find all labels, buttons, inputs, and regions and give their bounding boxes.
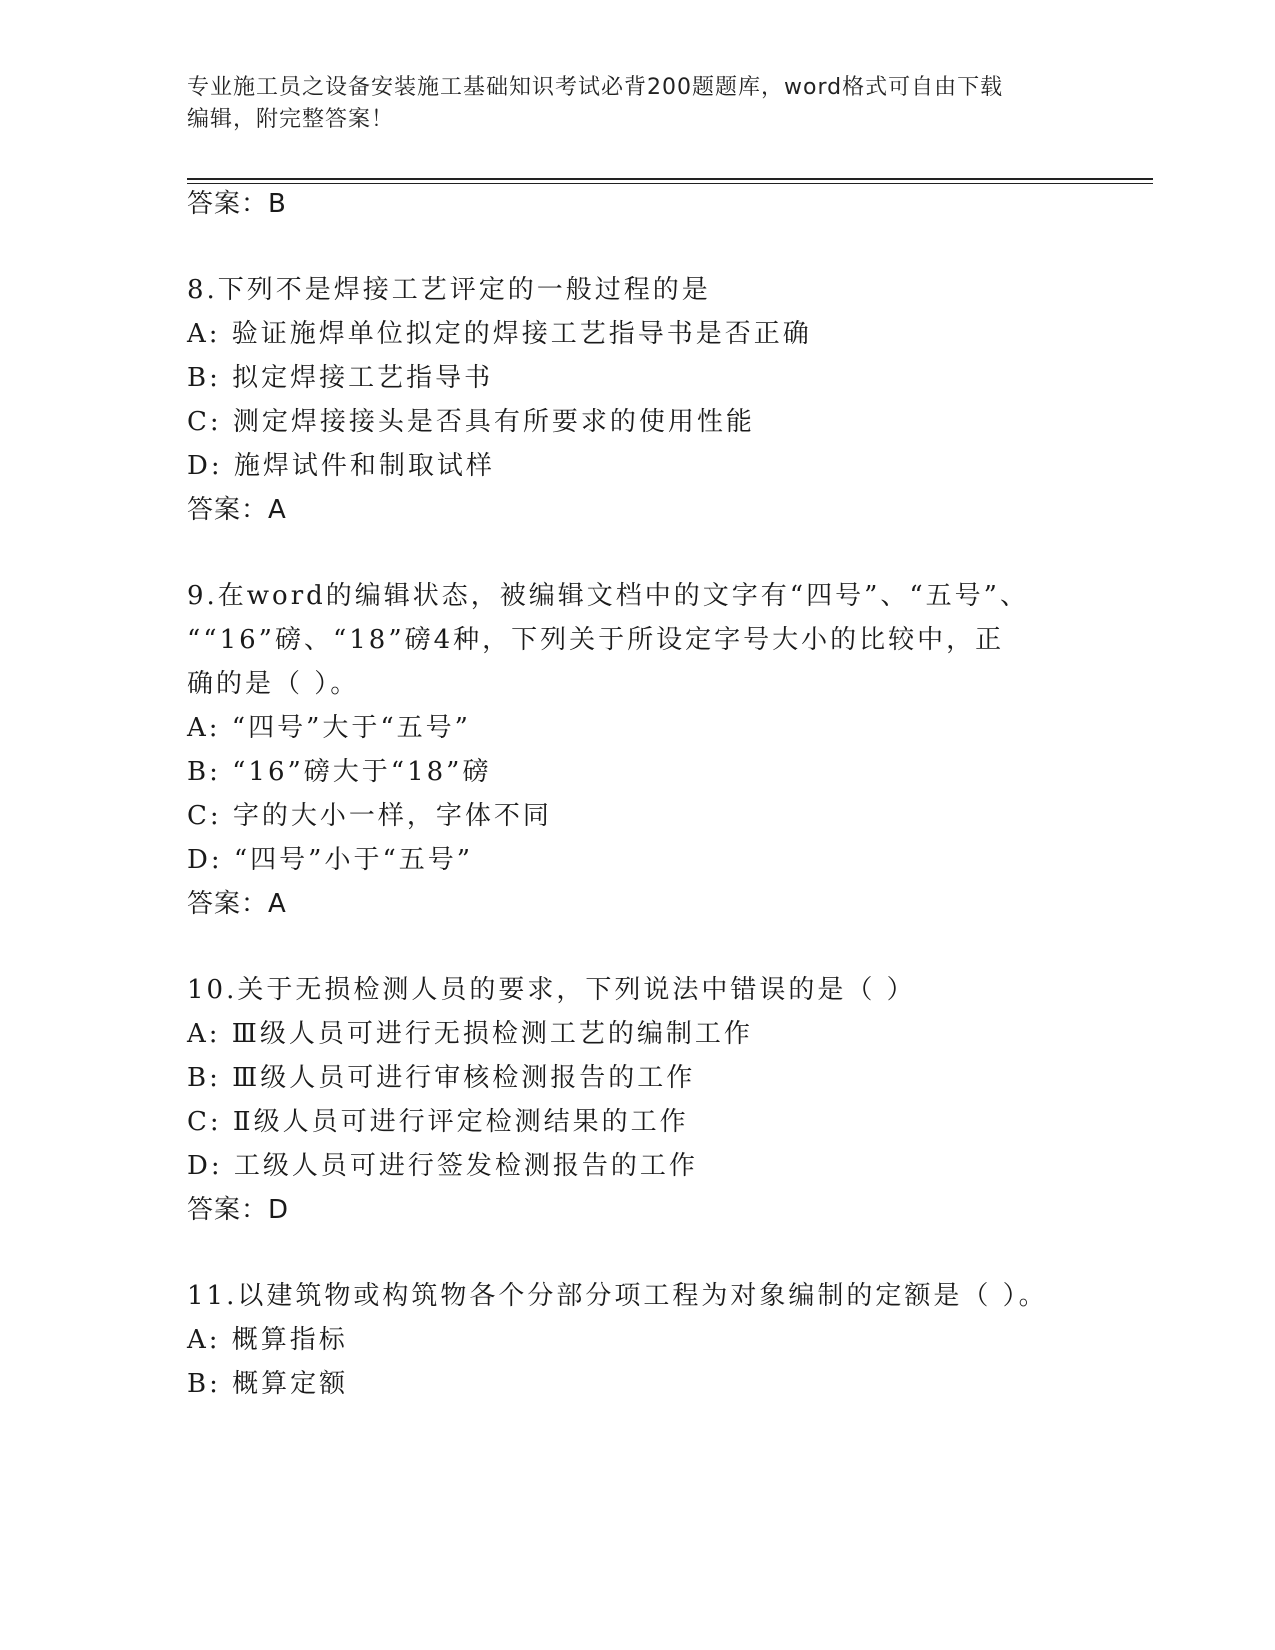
q9-answer: 答案：A xyxy=(187,889,287,919)
header-line-2: 编辑，附完整答案！ xyxy=(187,107,395,132)
q9-option-b: B: “16”磅大于“18”磅 xyxy=(187,757,492,787)
q9-option-d: D: “四号”小于“五号” xyxy=(187,845,474,875)
q10-option-d: D: 工级人员可进行签发检测报告的工作 xyxy=(187,1151,698,1181)
q9-option-a: A: “四号”大于“五号” xyxy=(187,713,471,743)
q8-option-a: A: 验证施焊单位拟定的焊接工艺指导书是否正确 xyxy=(187,319,812,349)
q10-question: 10.关于无损检测人员的要求，下列说法中错误的是（ ） xyxy=(187,975,916,1005)
q9-question-line-3: 确的是（ ）。 xyxy=(187,669,360,699)
header-divider-thin xyxy=(187,183,1153,184)
header-line-1: 专业施工员之设备安装施工基础知识考试必背200题题库，word格式可自由下载 xyxy=(187,75,1004,100)
q9-question-line-2: ““16”磅、“18”磅4种，下列关于所设定字号大小的比较中，正 xyxy=(187,625,1005,655)
header-divider-thick xyxy=(187,178,1153,180)
q8-answer: 答案：A xyxy=(187,495,287,525)
answer-prev: 答案：B xyxy=(187,189,287,219)
document-header xyxy=(187,72,1067,136)
q8-option-d: D: 施焊试件和制取试样 xyxy=(187,451,495,481)
q11-option-a: A: 概算指标 xyxy=(187,1325,348,1355)
q9-question-line-1: 9.在word的编辑状态，被编辑文档中的文字有“四号”、“五号”、 xyxy=(187,581,1029,611)
q9-option-c: C: 字的大小一样，字体不同 xyxy=(187,801,552,831)
q10-option-c: C: Ⅱ级人员可进行评定检测结果的工作 xyxy=(187,1107,689,1137)
q8-option-c: C: 测定焊接接头是否具有所要求的使用性能 xyxy=(187,407,755,437)
q10-option-a: A: Ⅲ级人员可进行无损检测工艺的编制工作 xyxy=(187,1019,753,1049)
q10-answer: 答案：D xyxy=(187,1195,290,1225)
q8-question: 8.下列不是焊接工艺评定的一般过程的是 xyxy=(187,275,711,305)
q8-option-b: B: 拟定焊接工艺指导书 xyxy=(187,363,494,393)
q11-question: 11.以建筑物或构筑物各个分部分项工程为对象编制的定额是（ ）。 xyxy=(187,1281,1048,1311)
q11-option-b: B: 概算定额 xyxy=(187,1369,349,1399)
q10-option-b: B: Ⅲ级人员可进行审核检测报告的工作 xyxy=(187,1063,696,1093)
